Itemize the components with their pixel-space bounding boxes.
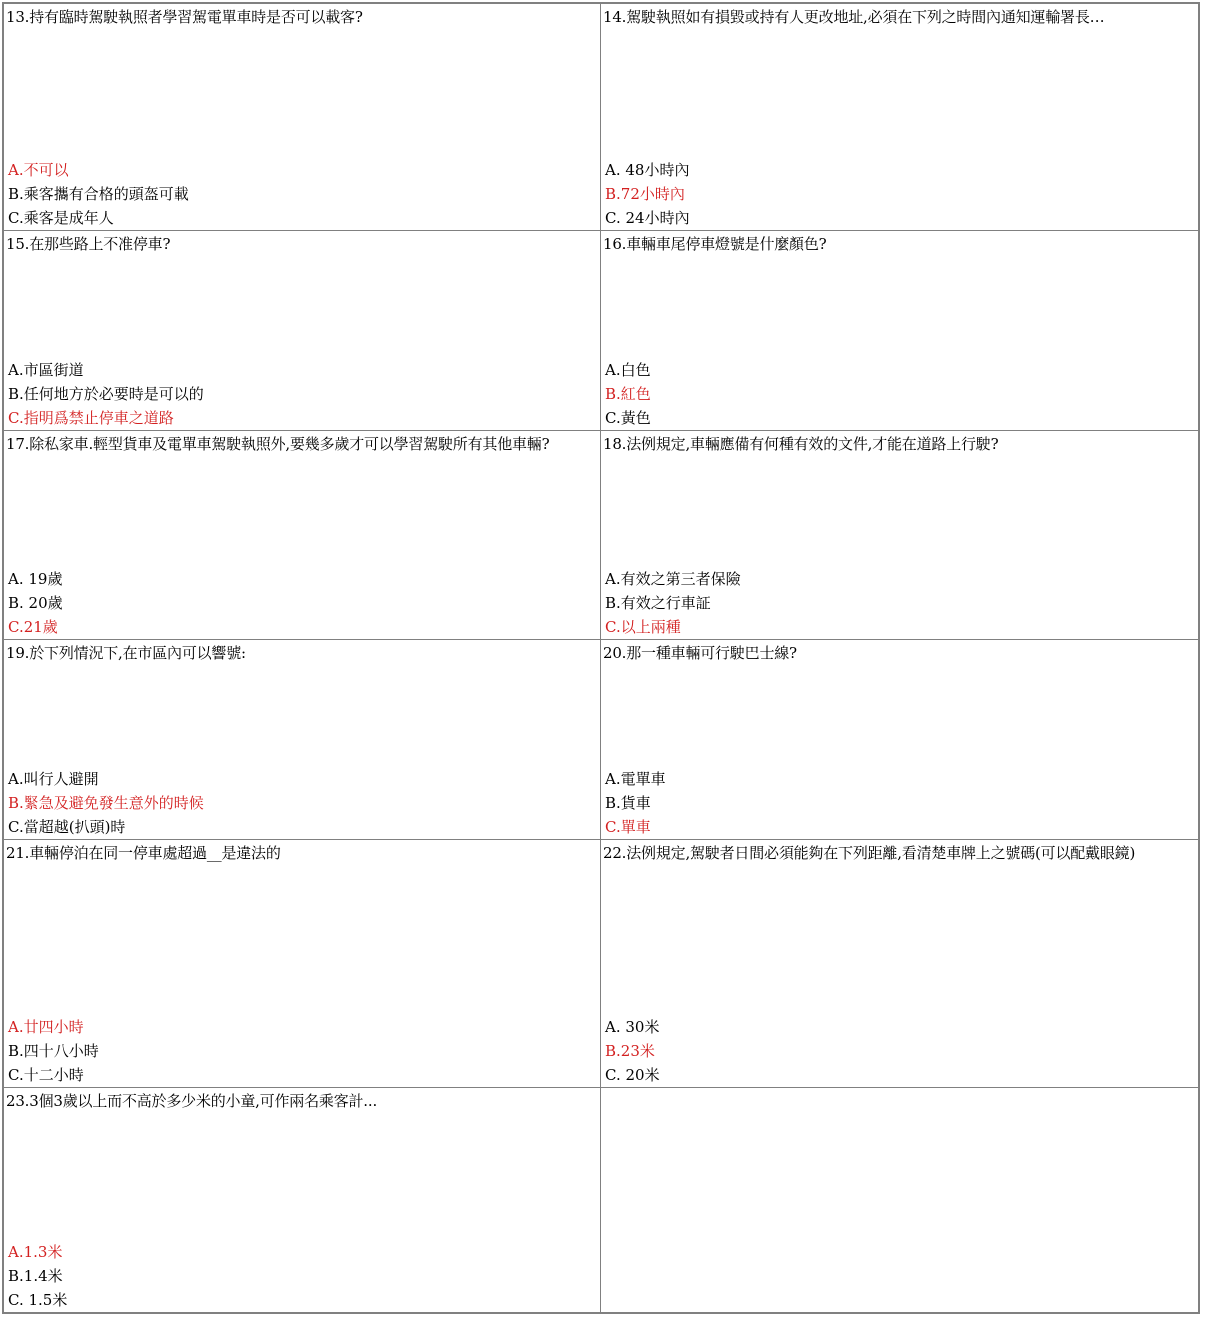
answer-option: B.1.4米 xyxy=(8,1267,63,1285)
option-list xyxy=(8,567,597,639)
answer-option: B.乘客攜有合格的頭盔可載 xyxy=(8,185,189,203)
answer-option: C.十二小時 xyxy=(8,1066,84,1084)
correct-answer-option: C.指明爲禁止停車之道路 xyxy=(8,409,174,427)
question-cell xyxy=(3,1087,601,1313)
question-text: 19.於下列情況下,在市區內可以響號: xyxy=(6,644,246,662)
option-list xyxy=(605,158,1195,230)
answer-option: A. 30米 xyxy=(605,1018,660,1036)
correct-answer-option: B.23米 xyxy=(605,1042,655,1060)
option-list xyxy=(8,358,597,430)
answer-option: A.市區街道 xyxy=(8,361,84,379)
quiz-table xyxy=(2,2,1200,1314)
question-cell xyxy=(3,839,601,1088)
question-cell xyxy=(600,839,1199,1088)
correct-answer-option: C.以上兩種 xyxy=(605,618,681,636)
correct-answer-option: B.72小時內 xyxy=(605,185,685,203)
question-text: 14.駕駛執照如有損毀或持有人更改地址,必須在下列之時間內通知運輸署長… xyxy=(603,8,1105,26)
correct-answer-option: B.紅色 xyxy=(605,385,651,403)
answer-option: C.當超越(扒頭)時 xyxy=(8,818,126,836)
option-list xyxy=(605,1015,1195,1087)
option-list xyxy=(605,358,1195,430)
option-list xyxy=(605,567,1195,639)
question-cell xyxy=(600,3,1199,231)
question-text: 22.法例規定,駕駛者日間必須能夠在下列距離,看清楚車牌上之號碼(可以配戴眼鏡) xyxy=(603,844,1136,862)
question-text: 17.除私家車.輕型貨車及電單車駕駛執照外,要幾多歲才可以學習駕駛所有其他車輛? xyxy=(6,435,550,453)
question-text: 15.在那些路上不准停車? xyxy=(6,235,171,253)
correct-answer-option: C.21歲 xyxy=(8,618,58,636)
answer-option: A.有效之第三者保險 xyxy=(605,570,741,588)
option-list xyxy=(8,158,597,230)
answer-option: A.叫行人避開 xyxy=(8,770,99,788)
option-list xyxy=(605,767,1195,839)
correct-answer-option: A.1.3米 xyxy=(8,1243,63,1261)
question-cell xyxy=(600,230,1199,431)
correct-answer-option: A.廿四小時 xyxy=(8,1018,84,1036)
question-text: 13.持有臨時駕駛執照者學習駕電單車時是否可以載客? xyxy=(6,8,363,26)
answer-option: C. 20米 xyxy=(605,1066,660,1084)
answer-option: C. 24小時內 xyxy=(605,209,690,227)
answer-option: C.黃色 xyxy=(605,409,651,427)
question-cell xyxy=(600,639,1199,840)
answer-option: A.白色 xyxy=(605,361,651,379)
question-text: 20.那一種車輛可行駛巴士線? xyxy=(603,644,797,662)
question-text: 16.車輛車尾停車燈號是什麼顏色? xyxy=(603,235,827,253)
question-cell xyxy=(3,230,601,431)
answer-option: A. 19歲 xyxy=(8,570,63,588)
answer-option: B. 20歲 xyxy=(8,594,63,612)
answer-option: B.貨車 xyxy=(605,794,651,812)
question-cell xyxy=(3,3,601,231)
answer-option: C. 1.5米 xyxy=(8,1291,68,1309)
answer-option: A. 48小時內 xyxy=(605,161,690,179)
question-cell xyxy=(600,430,1199,640)
option-list xyxy=(8,767,597,839)
answer-option: C.乘客是成年人 xyxy=(8,209,114,227)
answer-option: B.有效之行車証 xyxy=(605,594,711,612)
correct-answer-option: C.單車 xyxy=(605,818,651,836)
option-list xyxy=(8,1015,597,1087)
option-list xyxy=(8,1240,597,1312)
answer-option: B.任何地方於必要時是可以的 xyxy=(8,385,204,403)
question-text: 18.法例規定,車輛應備有何種有效的文件,才能在道路上行駛? xyxy=(603,435,999,453)
answer-option: B.四十八小時 xyxy=(8,1042,99,1060)
question-cell xyxy=(3,430,601,640)
correct-answer-option: A.不可以 xyxy=(8,161,69,179)
empty-cell xyxy=(600,1087,1199,1313)
correct-answer-option: B.緊急及避免發生意外的時候 xyxy=(8,794,204,812)
question-cell xyxy=(3,639,601,840)
answer-option: A.電單車 xyxy=(605,770,666,788)
question-text: 21.車輛停泊在同一停車處超過__是違法的 xyxy=(6,844,281,862)
question-text: 23.3個3歲以上而不高於多少米的小童,可作兩名乘客計... xyxy=(6,1092,378,1110)
